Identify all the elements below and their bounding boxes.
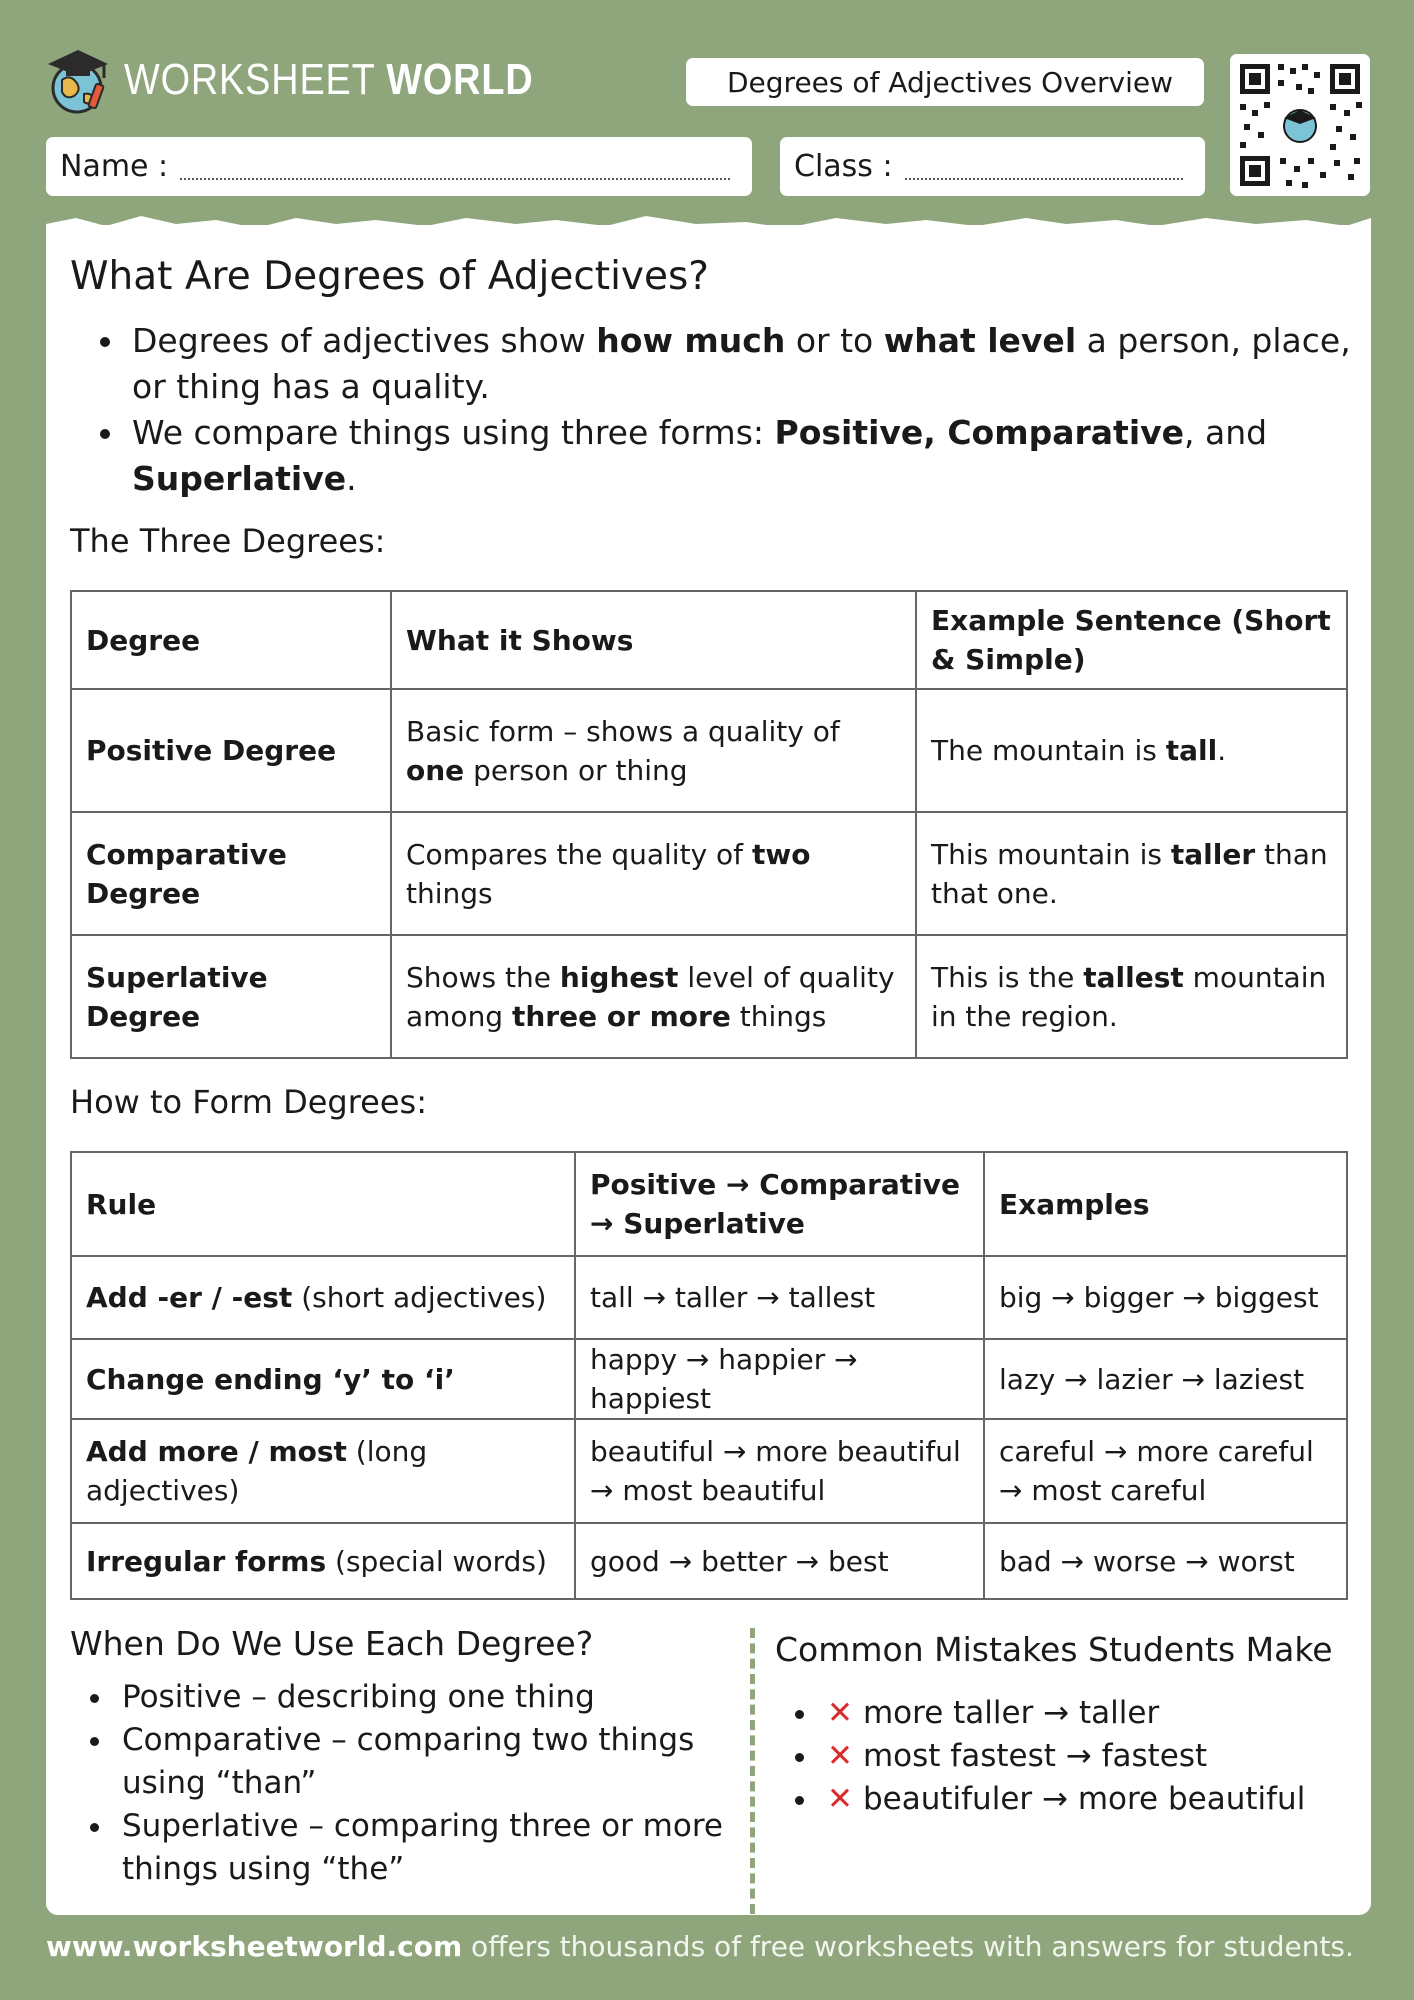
table-header-row	[71, 591, 1347, 689]
name-label: Name :	[60, 149, 169, 184]
column-header: Example Sentence (Short & Simple)	[916, 591, 1347, 689]
torn-paper-edge	[46, 212, 1371, 242]
brand-name-bold: WORLD	[386, 55, 534, 104]
list-item: Superlative – comparing three or more things using “the”	[70, 1805, 740, 1891]
class-label: Class :	[794, 149, 893, 184]
column-header: Rule	[71, 1152, 575, 1256]
qr-code-icon	[1230, 54, 1370, 196]
table-row	[71, 812, 1347, 935]
table-row	[71, 1339, 1347, 1419]
worksheet-title: Degrees of Adjectives Overview	[686, 58, 1204, 106]
rule-cell: Change ending ‘y’ to ‘i’	[71, 1339, 575, 1419]
rule-cell: Add more / most (long adjectives)	[71, 1419, 575, 1523]
usage-heading: When Do We Use Each Degree?	[70, 1624, 594, 1663]
intro-heading: What Are Degrees of Adjectives?	[70, 254, 710, 299]
mistakes-list	[775, 1692, 1355, 1821]
pattern-cell: tall → taller → tallest	[575, 1256, 984, 1339]
list-item: ✕ more taller → taller	[775, 1692, 1355, 1735]
example-cell: big → bigger → biggest	[984, 1256, 1347, 1339]
example-cell: This is the tallest mountain in the region.	[916, 935, 1347, 1058]
rule-cell: Irregular forms (special words)	[71, 1523, 575, 1599]
brand-name-light: WORKSHEET	[124, 55, 375, 104]
table-row	[71, 935, 1347, 1058]
pattern-cell: good → better → best	[575, 1523, 984, 1599]
class-field[interactable]	[780, 137, 1205, 196]
name-line[interactable]	[180, 154, 730, 180]
form-degrees-table	[70, 1151, 1348, 1600]
column-header: Degree	[71, 591, 391, 689]
intro-bullet-2: We compare things using three forms: Positive, Comparative, and Superlative.	[90, 410, 1360, 502]
list-item: ✕ most fastest → fastest	[775, 1735, 1355, 1778]
example-cell: bad → worse → worst	[984, 1523, 1347, 1599]
table-row	[71, 1419, 1347, 1523]
name-field[interactable]	[46, 137, 752, 196]
intro-bullets	[90, 318, 1360, 502]
usage-list	[70, 1676, 740, 1891]
class-line[interactable]	[905, 154, 1183, 180]
three-degrees-heading: The Three Degrees:	[70, 522, 386, 560]
three-degrees-table	[70, 590, 1348, 1059]
form-degrees-heading: How to Form Degrees:	[70, 1083, 427, 1121]
cross-mark-icon: ✕	[827, 1695, 853, 1731]
degree-cell: Superlative Degree	[71, 935, 391, 1058]
brand-logo	[44, 44, 600, 116]
pattern-cell: happy → happier → happiest	[575, 1339, 984, 1419]
globe-graduate-icon	[44, 44, 114, 116]
degree-cell: Comparative Degree	[71, 812, 391, 935]
shows-cell: Shows the highest level of quality among three or more things	[391, 935, 916, 1058]
degree-cell: Positive Degree	[71, 689, 391, 812]
footer-text: www.worksheetworld.com offers thousands of free worksheets with answers for students.	[46, 1930, 1354, 1963]
intro-bullet-1: Degrees of adjectives show how much or to what level a person, place, or thing has a quality.	[90, 318, 1360, 410]
example-cell: lazy → lazier → laziest	[984, 1339, 1347, 1419]
column-header: Examples	[984, 1152, 1347, 1256]
table-row	[71, 1256, 1347, 1339]
list-item: Comparative – comparing two things using “than”	[70, 1719, 740, 1805]
example-cell: The mountain is tall.	[916, 689, 1347, 812]
mistakes-heading: Common Mistakes Students Make	[775, 1630, 1333, 1669]
table-header-row	[71, 1152, 1347, 1256]
example-cell: This mountain is taller than that one.	[916, 812, 1347, 935]
column-header: What it Shows	[391, 591, 916, 689]
list-item: Positive – describing one thing	[70, 1676, 740, 1719]
rule-cell: Add -er / -est (short adjectives)	[71, 1256, 575, 1339]
shows-cell: Compares the quality of two things	[391, 812, 916, 935]
list-item: ✕ beautifuler → more beautiful	[775, 1778, 1355, 1821]
cross-mark-icon: ✕	[827, 1781, 853, 1817]
table-row	[71, 689, 1347, 812]
shows-cell: Basic form – shows a quality of one person or thing	[391, 689, 916, 812]
cross-mark-icon: ✕	[827, 1738, 853, 1774]
table-row	[71, 1523, 1347, 1599]
pattern-cell: beautiful → more beautiful → most beautiful	[575, 1419, 984, 1523]
example-cell: careful → more careful → most careful	[984, 1419, 1347, 1523]
column-divider	[750, 1628, 755, 1914]
footer-link[interactable]: www.worksheetworld.com	[46, 1930, 463, 1963]
column-header: Positive → Comparative → Superlative	[575, 1152, 984, 1256]
